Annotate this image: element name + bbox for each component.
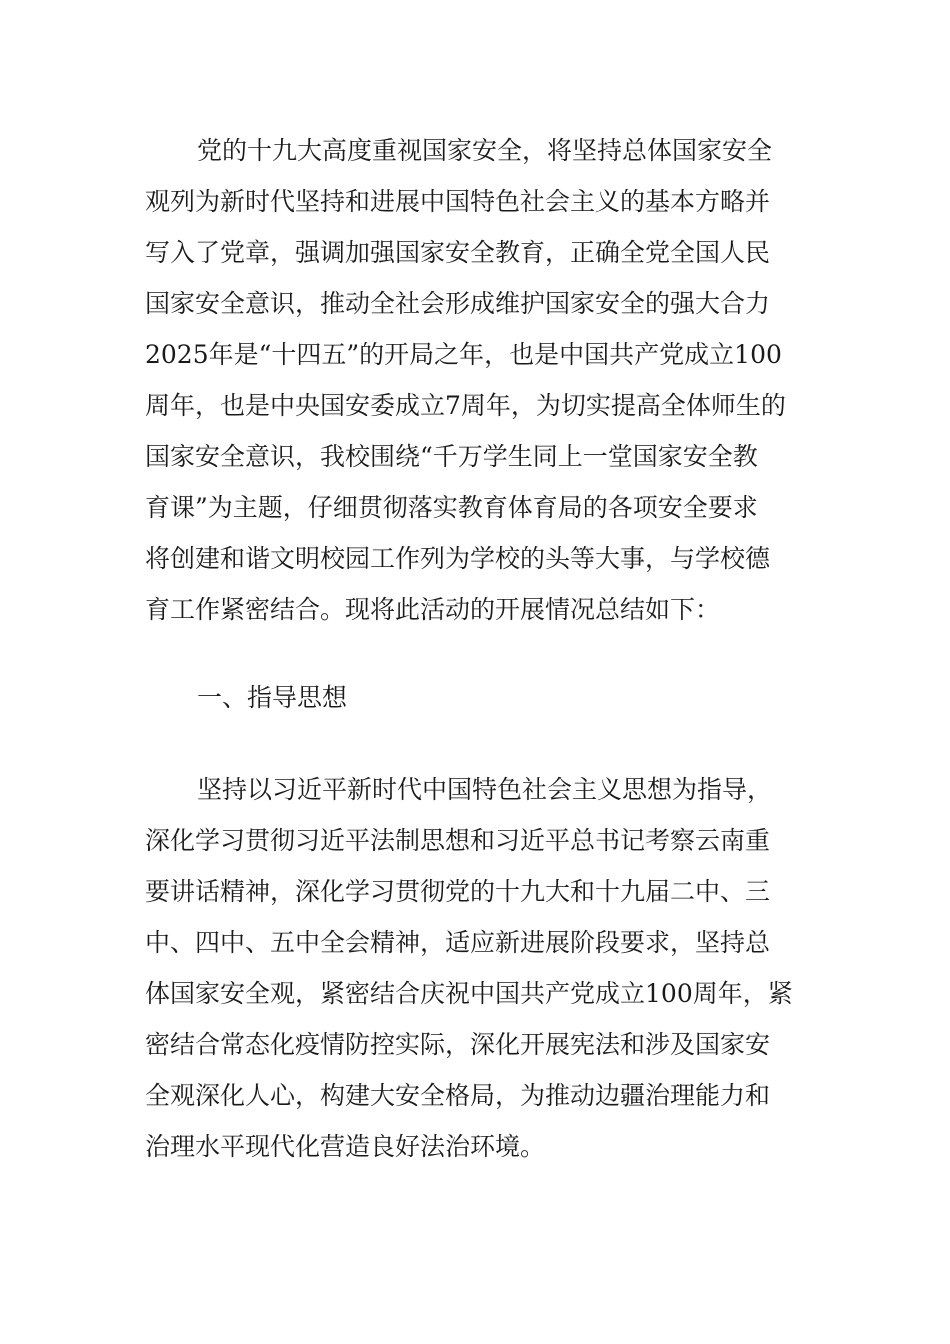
paragraph-line: 育工作紧密结合。现将此活动的开展情况总结如下：: [145, 595, 721, 624]
paragraph-line: 周年，也是中央国安委成立7周年，为切实提高全体师生的: [145, 391, 786, 420]
paragraph-line: 党的十九大高度重视国家安全，将坚持总体国家安全: [197, 136, 773, 165]
paragraph-line: 国家安全意识，我校围绕“千万学生同上一堂国家安全教: [145, 442, 758, 471]
paragraph-line: 观列为新时代坚持和进展中国特色社会主义的基本方略并: [145, 187, 771, 216]
paragraph-line: 写入了党章，强调加强国家安全教育，正确全党全国人民: [145, 238, 771, 267]
paragraph-line: 坚持以习近平新时代中国特色社会主义思想为指导，: [197, 775, 773, 804]
section-heading: 一、指导思想: [197, 683, 348, 712]
paragraph-line: 中、四中、五中全会精神，适应新进展阶段要求，坚持总: [145, 928, 771, 957]
paragraph-line: 深化学习贯彻习近平法制思想和习近平总书记考察云南重: [145, 826, 771, 855]
paragraph-line: 2025年是“十四五”的开局之年，也是中国共产党成立100: [145, 340, 782, 369]
paragraph-line: 育课”为主题，仔细贯彻落实教育体育局的各项安全要求: [145, 493, 758, 522]
paragraph-line: 治理水平现代化营造良好法治环境。: [145, 1132, 546, 1161]
paragraph-line: 体国家安全观，紧密结合庆祝中国共产党成立100周年，紧: [145, 979, 793, 1008]
paragraph-line: 将创建和谐文明校园工作列为学校的头等大事，与学校德: [145, 544, 771, 573]
paragraph-line: 要讲话精神，深化学习贯彻党的十九大和十九届二中、三: [145, 877, 771, 906]
paragraph-line: 全观深化人心，构建大安全格局，为推动边疆治理能力和: [145, 1081, 771, 1110]
paragraph-line: 密结合常态化疫情防控实际，深化开展宪法和涉及国家安: [145, 1030, 771, 1059]
paragraph-line: 国家安全意识，推动全社会形成维护国家安全的强大合力: [145, 289, 771, 318]
